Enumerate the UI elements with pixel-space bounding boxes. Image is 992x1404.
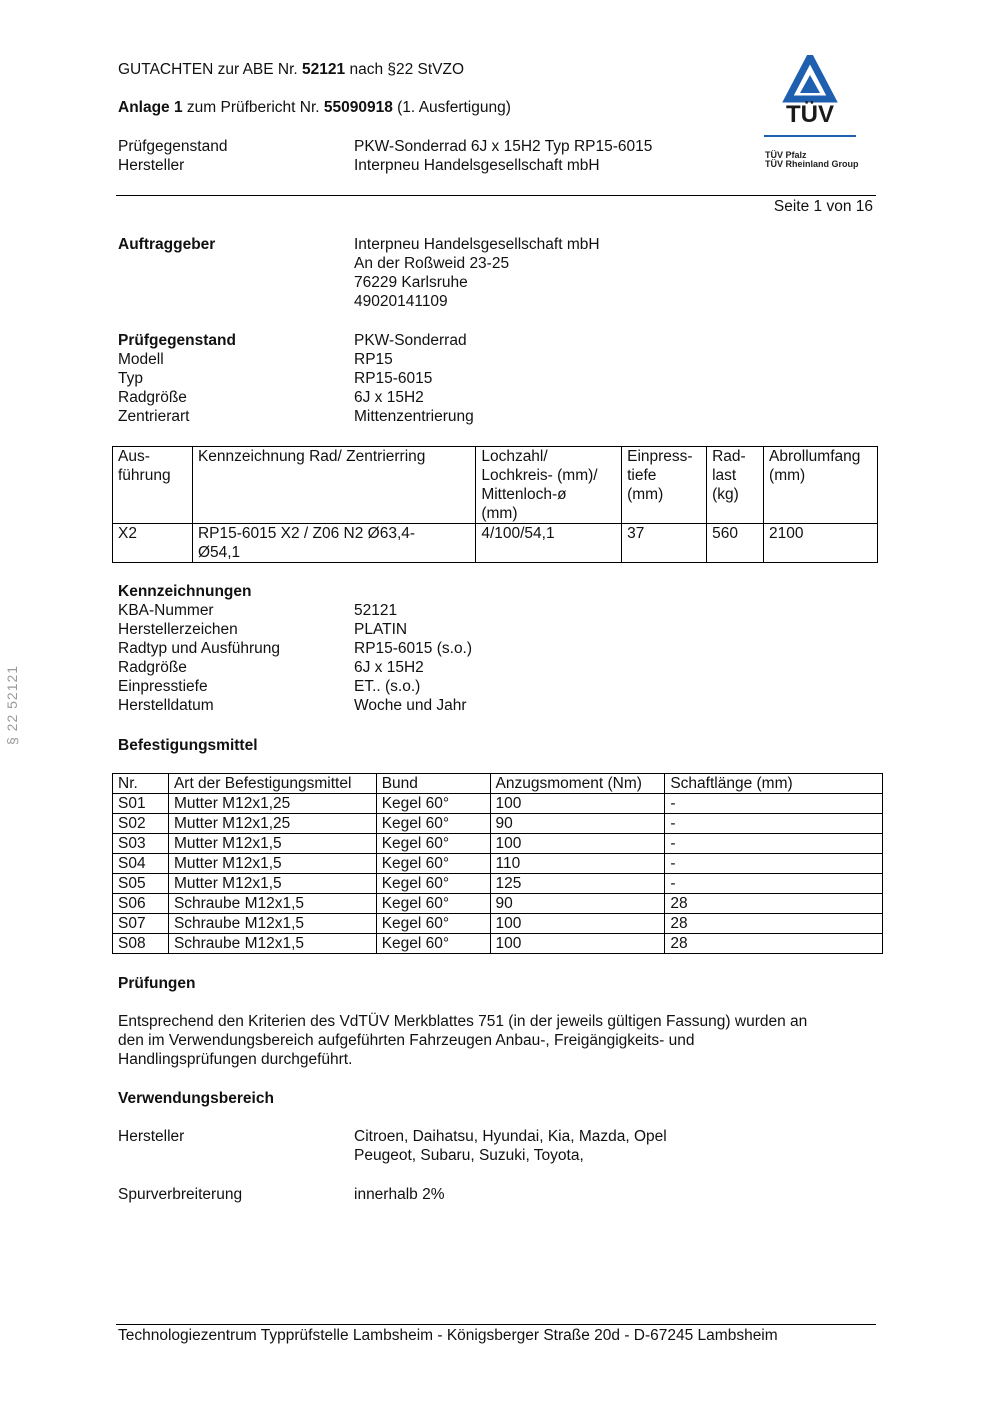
bef-cell: 100	[490, 794, 665, 814]
bef-cell: 100	[490, 914, 665, 934]
wheel-header-einpresstiefe: Einpress- tiefe (mm)	[622, 447, 707, 524]
header-line-2-text: zum Prüfbericht Nr.	[182, 99, 324, 116]
bef-header-nr: Nr.	[113, 774, 169, 794]
bef-cell: Kegel 60°	[376, 934, 490, 954]
bef-cell: Mutter M12x1,5	[168, 874, 376, 894]
pg-row	[118, 388, 878, 407]
bef-cell: 100	[490, 934, 665, 954]
bef-cell: S05	[113, 874, 169, 894]
kz-label: Herstelldatum	[118, 697, 214, 714]
wheel-cell: 2100	[764, 524, 878, 563]
bef-cell: Mutter M12x1,5	[168, 834, 376, 854]
kz-row	[118, 620, 878, 639]
address-line: 49020141109	[354, 293, 448, 310]
table-row	[113, 834, 883, 854]
bef-cell: S07	[113, 914, 169, 934]
wheel-cell: RP15-6015 X2 / Z06 N2 Ø63,4- Ø54,1	[192, 524, 475, 563]
header-line-2	[118, 98, 511, 117]
header-info-label: Prüfgegenstand	[118, 138, 228, 155]
bef-cell: 110	[490, 854, 665, 874]
pg-value: 6J x 15H2	[354, 389, 424, 406]
bef-cell: S01	[113, 794, 169, 814]
kz-label: Radtyp und Ausführung	[118, 640, 281, 657]
bef-cell: Kegel 60°	[376, 914, 490, 934]
table-row	[113, 814, 883, 834]
footer-text: Technologiezentrum Typprüfstelle Lambsheim - Königsberger Straße 20d - D-67245 Lambsheim	[118, 1327, 778, 1344]
hersteller-line: Peugeot, Subaru, Suzuki, Toyota,	[354, 1147, 584, 1164]
kz-value: PLATIN	[354, 621, 408, 638]
wheel-header-abrollumfang: Abrollumfang (mm)	[764, 447, 878, 524]
befestigung-header-row	[113, 774, 883, 794]
pg-row	[118, 331, 878, 350]
pg-label: Prüfgegenstand	[118, 332, 236, 349]
bef-cell: S03	[113, 834, 169, 854]
pg-label: Radgröße	[118, 389, 187, 406]
header-info-label: Hersteller	[118, 157, 185, 174]
pg-label: Modell	[118, 351, 164, 368]
bef-cell: Mutter M12x1,25	[168, 814, 376, 834]
kz-value: Woche und Jahr	[354, 697, 467, 714]
pruefungen-line: den im Verwendungsbereich aufgeführten Fahrzeugen Anbau-, Freigängigkeits- und	[118, 1032, 695, 1049]
header-line-1-suffix: nach §22 StVZO	[345, 61, 465, 78]
kz-value: 52121	[354, 602, 398, 619]
logo-rule	[764, 135, 856, 137]
kz-value: ET.. (s.o.)	[354, 678, 421, 695]
bef-cell: 125	[490, 874, 665, 894]
wheel-cell: 4/100/54,1	[476, 524, 622, 563]
bef-header-art: Art der Befestigungsmittel	[168, 774, 376, 794]
bef-cell: Kegel 60°	[376, 894, 490, 914]
header-line-1-text: GUTACHTEN zur ABE Nr.	[118, 61, 303, 78]
wheel-header-ausfuehrung: Aus- führung	[113, 447, 193, 524]
bef-cell: 100	[490, 834, 665, 854]
wheel-cell: 560	[707, 524, 764, 563]
header-line-2-suffix: (1. Ausfertigung)	[392, 99, 511, 116]
pg-row	[118, 350, 878, 369]
pg-row	[118, 369, 878, 388]
wheel-table-header-row	[113, 447, 878, 524]
pg-label: Typ	[118, 370, 143, 387]
wheel-header-radlast: Rad- last (kg)	[707, 447, 764, 524]
kz-row	[118, 639, 878, 658]
logo-sub-2: TÜV Rheinland Group	[765, 159, 859, 169]
pruefbericht-number: 55090918	[323, 99, 393, 116]
kz-value: RP15-6015 (s.o.)	[354, 640, 473, 657]
bef-cell: -	[665, 854, 883, 874]
bef-cell: S02	[113, 814, 169, 834]
bef-cell: Kegel 60°	[376, 794, 490, 814]
pruefungen-title: Prüfungen	[118, 975, 196, 992]
kz-row	[118, 696, 878, 715]
pruefungen-text	[118, 1012, 888, 1069]
bef-header-schaftlaenge: Schaftlänge (mm)	[665, 774, 883, 794]
bef-cell: Mutter M12x1,5	[168, 854, 376, 874]
verwendung-hersteller-list	[354, 1127, 667, 1165]
kennzeichnungen-title: Kennzeichnungen	[118, 583, 252, 600]
bef-cell: Mutter M12x1,25	[168, 794, 376, 814]
table-row	[113, 914, 883, 934]
bef-cell: 28	[665, 914, 883, 934]
auftraggeber-address	[354, 235, 600, 311]
befestigung-title: Befestigungsmittel	[118, 737, 258, 754]
address-line: Interpneu Handelsgesellschaft mbH	[354, 236, 600, 253]
bef-cell: 90	[490, 814, 665, 834]
table-row	[113, 934, 883, 954]
bef-cell: 28	[665, 894, 883, 914]
wheel-header-kennzeichnung: Kennzeichnung Rad/ Zentrierring	[192, 447, 475, 524]
bef-cell: S04	[113, 854, 169, 874]
pg-value: RP15	[354, 351, 393, 368]
bef-cell: 90	[490, 894, 665, 914]
befestigung-table	[112, 773, 883, 954]
side-reference: § 22 52121	[4, 664, 20, 745]
table-row	[113, 794, 883, 814]
bef-cell: Schraube M12x1,5	[168, 934, 376, 954]
bef-cell: Kegel 60°	[376, 874, 490, 894]
tuev-logo	[762, 55, 862, 175]
kz-value: 6J x 15H2	[354, 659, 424, 676]
anlage-label: Anlage 1	[118, 99, 183, 116]
spurverbreiterung-value: innerhalb 2%	[354, 1186, 445, 1203]
verwendung-hersteller-label: Hersteller	[118, 1128, 185, 1145]
pg-value: RP15-6015	[354, 370, 433, 387]
pg-value: PKW-Sonderrad	[354, 332, 467, 349]
wheel-cell: 37	[622, 524, 707, 563]
wheel-header-lochzahl: Lochzahl/ Lochkreis- (mm)/ Mittenloch-ø (mm)	[476, 447, 622, 524]
kz-label: Einpresstiefe	[118, 678, 208, 695]
auftraggeber-label: Auftraggeber	[118, 236, 216, 253]
bef-cell: -	[665, 874, 883, 894]
hersteller-line: Citroen, Daihatsu, Hyundai, Kia, Mazda, Opel	[354, 1128, 667, 1145]
kz-row	[118, 658, 878, 677]
bef-cell: Schraube M12x1,5	[168, 914, 376, 934]
bef-cell: 28	[665, 934, 883, 954]
address-line: 76229 Karlsruhe	[354, 274, 468, 291]
pruefungen-line: Entsprechend den Kriterien des VdTÜV Merkblattes 751 (in der jeweils gültigen Fassung) wurden an	[118, 1013, 808, 1030]
table-row	[113, 874, 883, 894]
kz-label: KBA-Nummer	[118, 602, 214, 619]
bef-cell: S06	[113, 894, 169, 914]
header-info-value: Interpneu Handelsgesellschaft mbH	[354, 157, 600, 174]
address-line: An der Roßweid 23-25	[354, 255, 510, 272]
bef-cell: -	[665, 814, 883, 834]
bef-cell: Schraube M12x1,5	[168, 894, 376, 914]
bef-cell: Kegel 60°	[376, 854, 490, 874]
bef-header-bund: Bund	[376, 774, 490, 794]
header-rule	[116, 195, 876, 196]
verwendung-title: Verwendungsbereich	[118, 1090, 274, 1107]
bef-cell: Kegel 60°	[376, 834, 490, 854]
pruefungen-line: Handlingsprüfungen durchgeführt.	[118, 1051, 353, 1068]
pg-label: Zentrierart	[118, 408, 190, 425]
kz-row	[118, 601, 878, 620]
spurverbreiterung-label: Spurverbreiterung	[118, 1186, 243, 1203]
wheel-cell: X2	[113, 524, 193, 563]
pruefgegenstand-block	[118, 331, 878, 426]
tuev-brand: TÜV	[786, 101, 834, 128]
header-info-value: PKW-Sonderrad 6J x 15H2 Typ RP15-6015	[354, 138, 653, 155]
pg-value: Mittenzentrierung	[354, 408, 474, 425]
bef-cell: -	[665, 794, 883, 814]
kz-label: Radgröße	[118, 659, 187, 676]
table-row	[113, 524, 878, 563]
kz-label: Herstellerzeichen	[118, 621, 238, 638]
abe-number: 52121	[302, 61, 346, 78]
header-line-1	[118, 60, 464, 79]
footer-rule	[116, 1324, 876, 1325]
table-row	[113, 854, 883, 874]
bef-cell: Kegel 60°	[376, 814, 490, 834]
kennzeichnungen-block	[118, 601, 878, 715]
page-number: Seite 1 von 16	[773, 198, 873, 215]
pg-row	[118, 407, 878, 426]
bef-cell: S08	[113, 934, 169, 954]
logo-sub-1: TÜV Pfalz	[765, 150, 807, 160]
table-row	[113, 894, 883, 914]
bef-cell: -	[665, 834, 883, 854]
befestigung-body	[113, 794, 883, 954]
bef-header-anzugsmoment: Anzugsmoment (Nm)	[490, 774, 665, 794]
kz-row	[118, 677, 878, 696]
wheel-table	[112, 446, 878, 563]
